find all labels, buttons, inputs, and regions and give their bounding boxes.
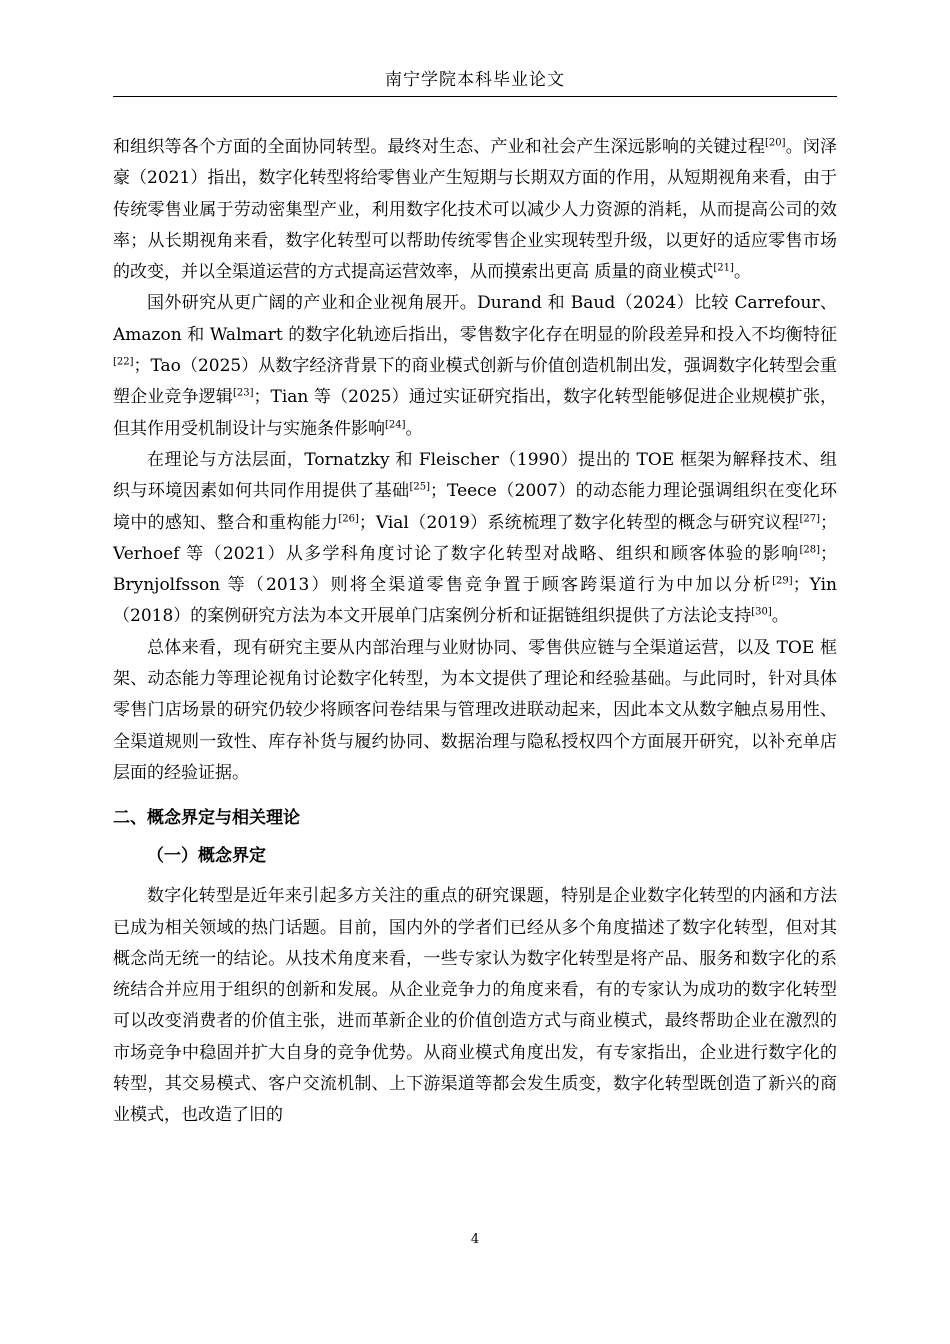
citation: [22] <box>113 356 134 368</box>
citation: [26] <box>338 512 359 524</box>
paragraph-text: ；Vial（2019）系统梳理了数字化转型的概念与研究议程 <box>358 512 800 533</box>
paragraph <box>113 288 837 444</box>
paragraph-text: ；Tao（2025）从数字经济背景下的商业模式创新与价值创造机制出发，强调数字化转型会重塑企业竞争逻辑 <box>113 356 837 408</box>
paragraph-text: 。闵泽豪（2021）指出，数字化转型将给零售业产生短期与长期双方面的作用，从短期视角来看，由于传统零售业属于劳动密集型产业，利用数字化技术可以减少人力资源的消耗，从而提高公司的效率；从长期视角来看，数字化转型可以帮助传统零售企业实现转型升级，以更好的适应零售市场的改变，并以全渠道运营的方式提高运营效率，从而摸索出更高 质量的商业模式 <box>113 137 838 283</box>
citation: [27] <box>799 512 820 524</box>
paragraph-text: ；Brynjolfsson 等（2013）则将全渠道零售竞争置于顾客跨渠道行为中加以分析 <box>113 543 837 596</box>
paragraph: 数字化转型是近年来引起多方关注的重点的研究课题，特别是企业数字化转型的内涵和方法已成为相关领域的热门话题。目前，国内外的学者们已经从多个角度描述了数字化转型，但对其概念尚无统一的结论。从技术角度来看，一些专家认为数字化转型是将产品、服务和数字化的系统结合并应用于组织的创新和发展。从企业竞争力的角度来看，有的专家认为成功的数字化转型可以改变消费者的价值主张，进而革新企业的价值创造方式与商业模式，最终帮助企业在激烈的市场竞争中稳固并扩大自身的竞争优势。从商业模式角度出发，有专家指出，企业进行数字化的转型，其交易模式、客户交流机制、上下游渠道等都会发生质变，数字化转型既创造了新兴的商业模式，也改造了旧的 <box>113 886 837 1126</box>
page-number: 4 <box>470 1232 480 1247</box>
paragraph-text: 国外研究从更广阔的产业和企业视角展开。Durand 和 Baud（2024）比较 Carrefour、Amazon 和 Walmart 的数字化轨迹后指出，零售数字化存在明显的阶段差异和投入不均衡特征 <box>113 293 837 345</box>
citation: [23] <box>232 387 254 399</box>
paragraph: 总体来看，现有研究主要从内部治理与业财协同、零售供应链与全渠道运营，以及 TOE 框架、动态能力等理论视角讨论数字化转型，为本文提供了理论和经验基础。与此同时，针对具体零售门店场景的研究仍较少将顾客问卷结果与管理改进联动起来，因此本文从数字触点易用性、全渠道规则一致性、库存补货与履约协同、数据治理与隐私授权四个方面展开研究，以补充单店层面的经验证据。 <box>113 637 837 783</box>
citation: [24] <box>385 419 406 431</box>
citation: [28] <box>799 544 820 556</box>
paragraph-text: 。 <box>405 418 423 439</box>
citation: [21] <box>713 262 734 274</box>
paragraph-text: 和组织等各个方面的全面协同转型。最终对生态、产业和社会产生深远影响的关键过程 <box>113 137 765 157</box>
paragraph-text: 。 <box>733 262 751 283</box>
paragraph-text: 在理论与方法层面，Tornatzky 和 Fleischer（1990）提出的 TOE 框架为解释技术、组织与环境因素如何共同作用提供了基础 <box>113 449 837 502</box>
citation: [30] <box>751 606 772 618</box>
citation: [25] <box>409 481 431 493</box>
paragraph-text: ；Tian 等（2025）通过实证研究指出，数字化转型能够促进企业规模扩张，但其作用受机制设计与实施条件影响 <box>113 387 838 439</box>
header-rule <box>113 96 837 97</box>
paragraph-text: ；Yin（2018）的案例研究方法为本文开展单门店案例分析和证据链组织提供了方法论支持 <box>113 575 837 627</box>
body-text <box>113 132 837 1132</box>
paragraph-text: 。 <box>771 606 789 627</box>
paragraph <box>113 445 837 633</box>
subsection-heading: （一）概念界定 <box>147 846 266 867</box>
citation: [20] <box>765 137 786 149</box>
paragraph-text: ；Teece（2007）的动态能力理论强调组织在变化环境中的感知、整合和重构能力 <box>113 481 837 533</box>
section-heading: 二、概念界定与相关理论 <box>113 808 300 829</box>
paragraph <box>113 132 837 288</box>
running-header: 南宁学院本科毕业论文 <box>385 70 565 90</box>
citation: [29] <box>772 575 793 587</box>
paragraph-text: ；Verhoef 等（2021）从多学科角度讨论了数字化转型对战略、组织和顾客体验的影响 <box>113 512 837 564</box>
